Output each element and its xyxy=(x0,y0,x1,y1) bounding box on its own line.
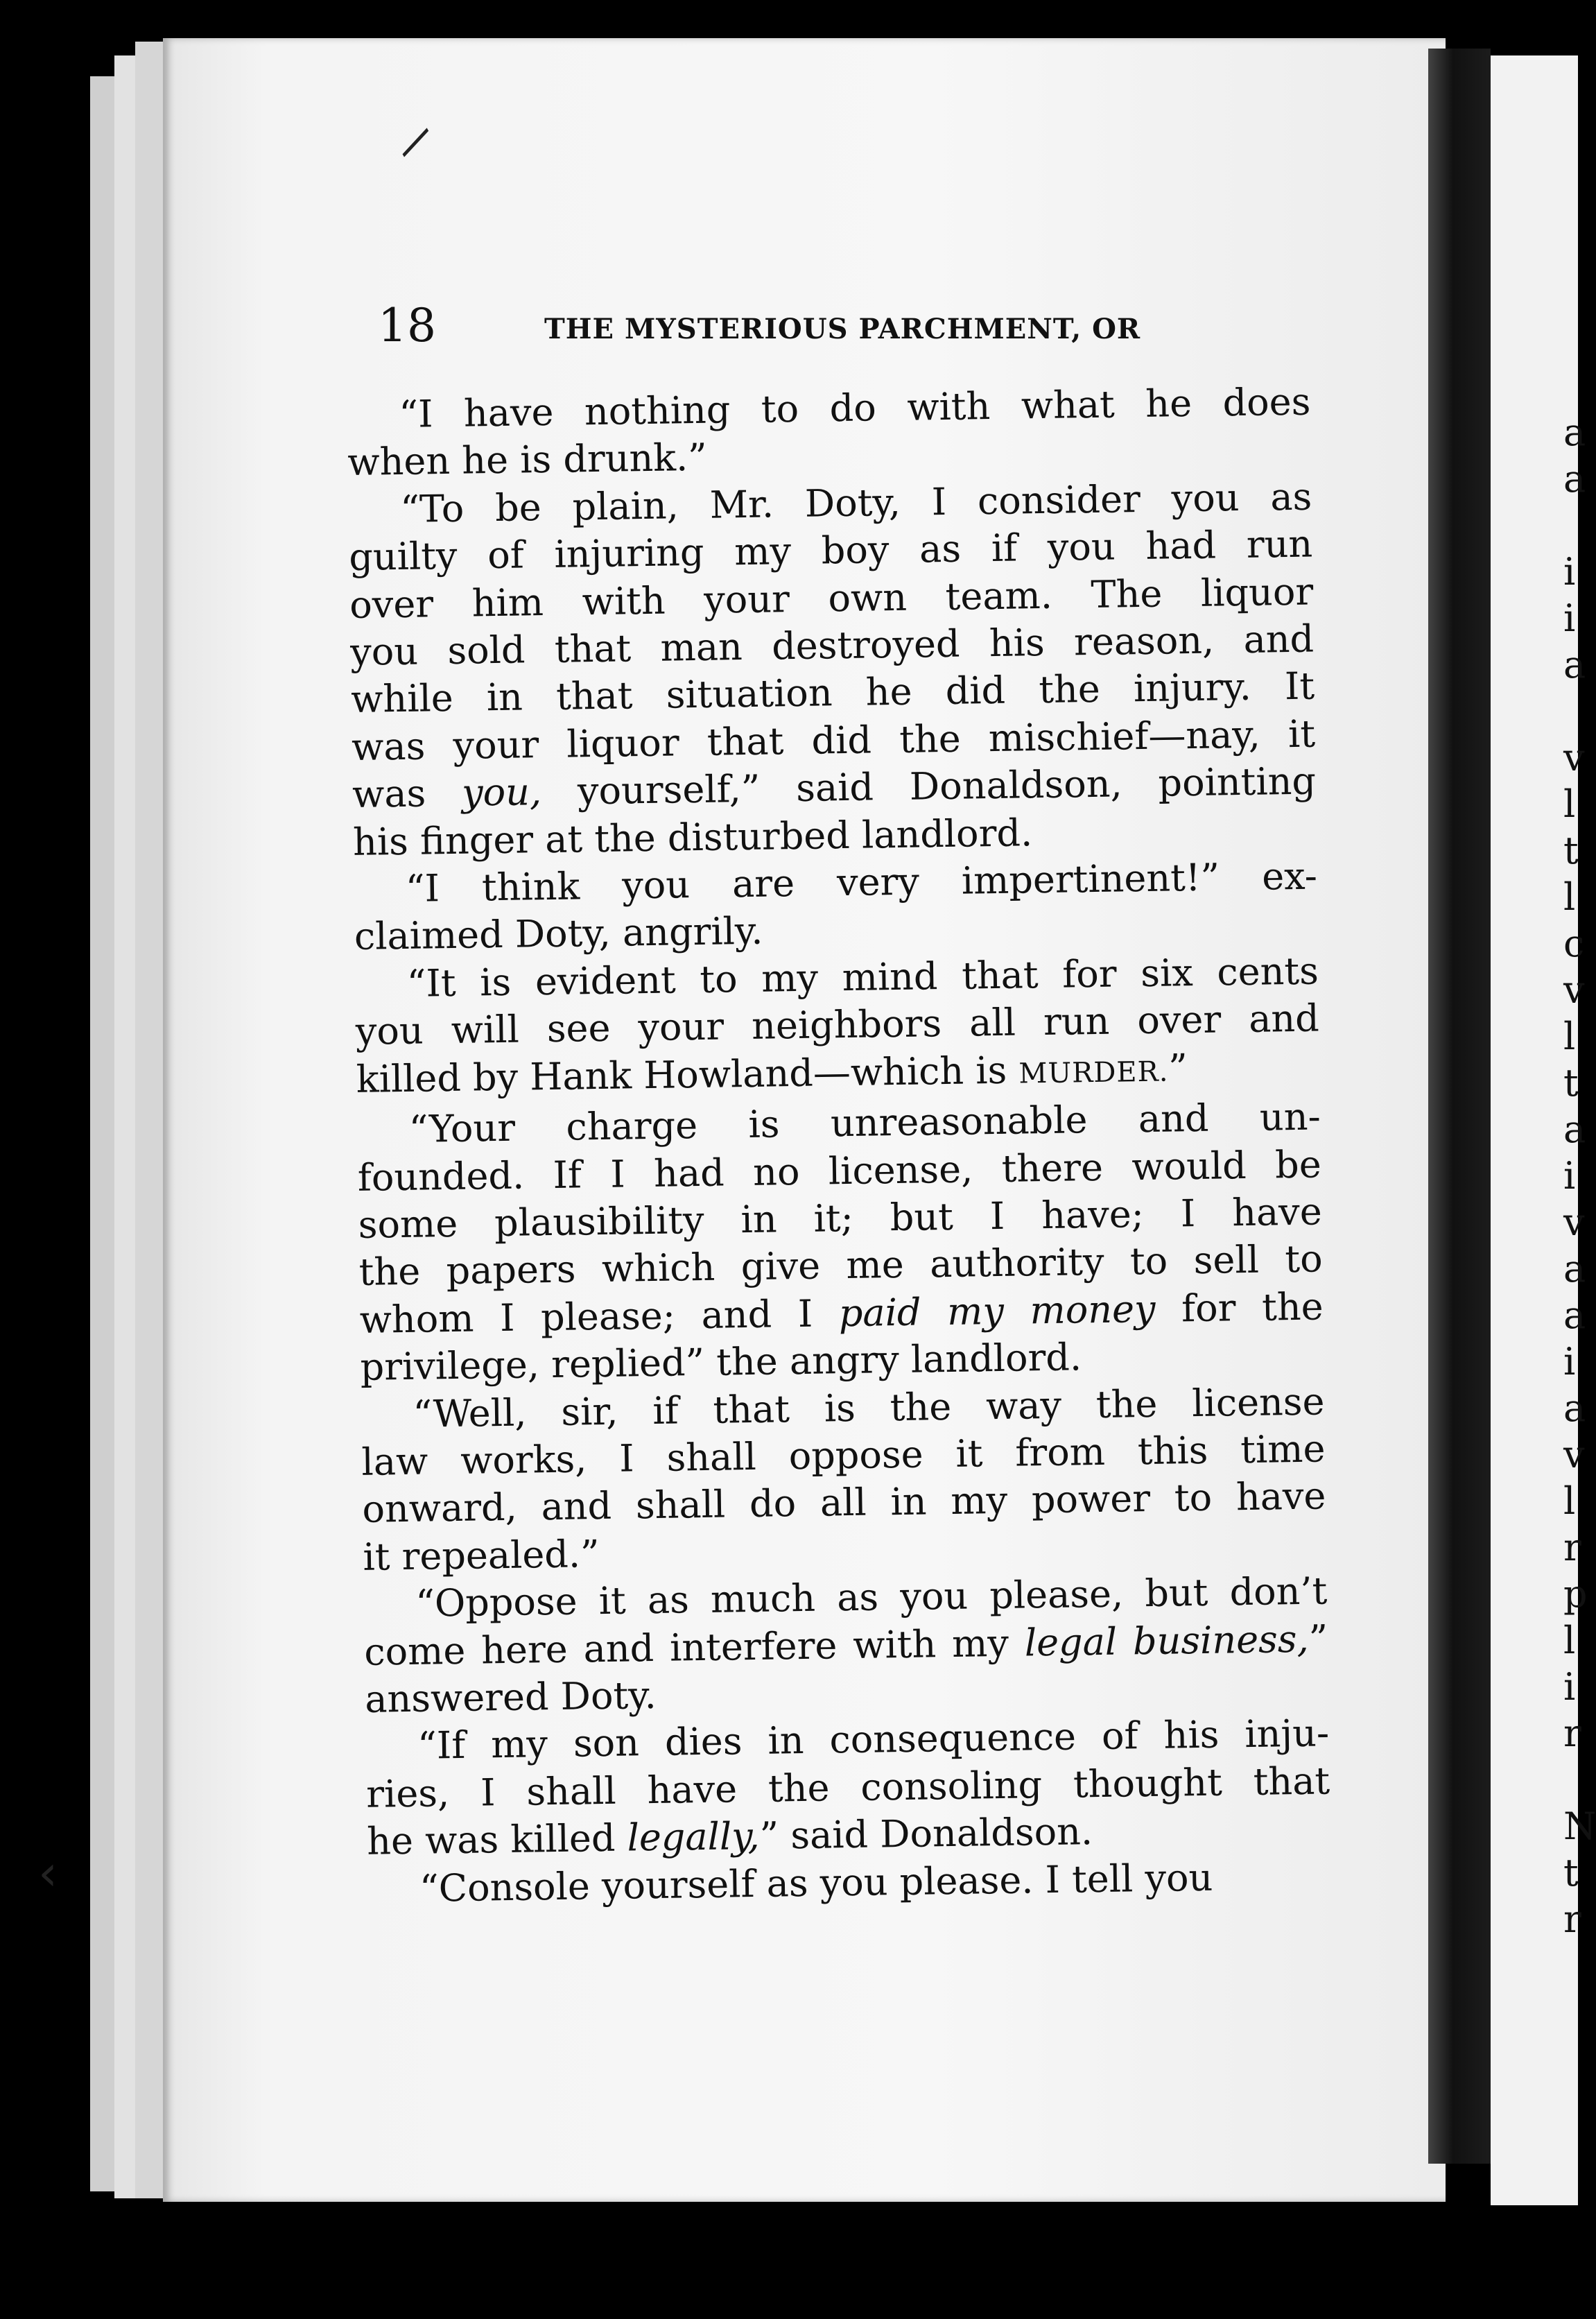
paragraph xyxy=(356,1094,1324,1392)
text-line: “Well, sir, if that is the way the license xyxy=(413,1379,1325,1436)
page-header xyxy=(378,295,1362,357)
facing-page-letter: a xyxy=(1563,1107,1586,1151)
text-line: “If my son dies in consequence of his inju- xyxy=(417,1711,1330,1768)
text-line: was your liquor that did the mischief—nay, it xyxy=(351,712,1316,769)
text-line: come here and interfere with my legal business,” xyxy=(363,1616,1328,1674)
text-line: when he is drunk.” xyxy=(347,436,708,485)
facing-page-letter: a xyxy=(1563,457,1586,501)
paragraph xyxy=(347,379,1312,487)
binding-gutter xyxy=(1428,49,1491,2164)
facing-page-letter: l xyxy=(1563,1479,1576,1523)
scan-speck: \ xyxy=(391,123,441,161)
text-line: law works, I shall oppose it from this time xyxy=(361,1426,1326,1484)
facing-page-text-fragments xyxy=(1563,409,1596,1942)
text-line: privilege, replied” the angry landlord. xyxy=(360,1335,1082,1389)
text-line: he was killed legally,” said Donaldson. xyxy=(366,1809,1093,1863)
facing-page-letter: v xyxy=(1563,968,1585,1012)
facing-page-letter: a xyxy=(1563,643,1586,687)
text-line: “Your charge is unreasonable and un- xyxy=(408,1094,1321,1151)
text-line: “To be plain, Mr. Doty, I consider you as xyxy=(399,474,1312,531)
facing-page-letter: r xyxy=(1563,1712,1581,1755)
text-line: killed by Hank Howland—which is MURDER.” xyxy=(356,1045,1188,1101)
facing-page-letter: v xyxy=(1563,1433,1585,1476)
facing-page-letter: i xyxy=(1563,1665,1576,1709)
paragraph xyxy=(348,473,1317,866)
text-line: “I think you are very impertinent!” ex- xyxy=(405,854,1318,911)
text-line: over him with your own team. The liquor xyxy=(349,569,1314,627)
text-line: some plausibility in it; but I have; I have xyxy=(358,1189,1323,1247)
facing-page-letter: i xyxy=(1563,596,1576,640)
running-head: THE MYSTERIOUS PARCHMENT, OR xyxy=(544,313,1141,345)
text-line: was you, yourself,” said Donaldson, pointing xyxy=(352,759,1317,817)
text-line: answered Doty. xyxy=(364,1673,657,1721)
facing-page-letter: r xyxy=(1563,1526,1581,1569)
paragraph xyxy=(354,947,1320,1107)
facing-page-letter: N xyxy=(1563,1804,1596,1848)
scan-speck: ‹ xyxy=(38,1845,58,1902)
facing-page-letter: l xyxy=(1563,1015,1576,1058)
text-line: “Console yourself as you please. I tell you xyxy=(419,1855,1213,1911)
text-line: “It is evident to my mind that for six cents xyxy=(406,949,1319,1006)
facing-page-letter: p xyxy=(1563,1572,1588,1616)
text-line: the papers which give me authority to sell to xyxy=(358,1236,1324,1295)
facing-page-letter: a xyxy=(1563,1386,1586,1430)
text-line: onward, and shall do all in my power to have xyxy=(362,1474,1326,1532)
facing-page-letter: a xyxy=(1563,1247,1586,1291)
facing-page-letter: i xyxy=(1563,1340,1576,1383)
text-line: you sold that man destroyed his reason, and xyxy=(349,617,1315,674)
facing-page-letter: t xyxy=(1563,1851,1579,1895)
text-line: founded. If I had no license, there would be xyxy=(357,1141,1322,1200)
text-line: you will see your neighbors all run over and xyxy=(355,996,1320,1054)
facing-page-letter: r xyxy=(1563,1897,1581,1941)
facing-page-letter: i xyxy=(1563,1154,1576,1198)
facing-page-letter: t xyxy=(1563,829,1579,872)
text-line: his finger at the disturbed landlord. xyxy=(352,810,1033,864)
text-line: whom I please; and I paid my money for the xyxy=(359,1284,1324,1342)
page-number: 18 xyxy=(378,299,436,352)
paragraph xyxy=(354,853,1319,961)
text-line: it repealed.” xyxy=(363,1531,600,1579)
text-line: while in that situation he did the injury. It xyxy=(350,664,1315,722)
text-line: guilty of injuring my boy as if you had run xyxy=(348,521,1313,580)
facing-page-letter: t xyxy=(1563,1061,1579,1105)
facing-page-letter: a xyxy=(1563,1293,1586,1337)
paragraph xyxy=(365,1710,1331,1866)
facing-page-letter: l xyxy=(1563,1619,1576,1662)
facing-page-letter xyxy=(1563,1757,1584,1803)
paragraph xyxy=(363,1568,1329,1724)
facing-page-letter: i xyxy=(1563,550,1576,594)
facing-page-letter: v xyxy=(1563,736,1585,779)
text-line: ries, I shall have the consoling thought that xyxy=(365,1759,1330,1816)
facing-page-letter: l xyxy=(1563,875,1576,919)
text-line: “I have nothing to do with what he does xyxy=(399,379,1311,436)
text-line: “Oppose it as much as you please, but don’t xyxy=(415,1569,1328,1626)
body-text xyxy=(347,379,1331,1913)
facing-page-letter: l xyxy=(1563,782,1576,826)
text-line: claimed Doty, angrily. xyxy=(354,909,763,959)
facing-page-letter: v xyxy=(1563,1200,1585,1244)
paragraph xyxy=(361,1378,1327,1581)
facing-page-letter xyxy=(1563,688,1584,734)
facing-page-letter: a xyxy=(1563,411,1586,454)
facing-page-letter: c xyxy=(1563,922,1585,965)
facing-page-letter xyxy=(1563,502,1584,549)
